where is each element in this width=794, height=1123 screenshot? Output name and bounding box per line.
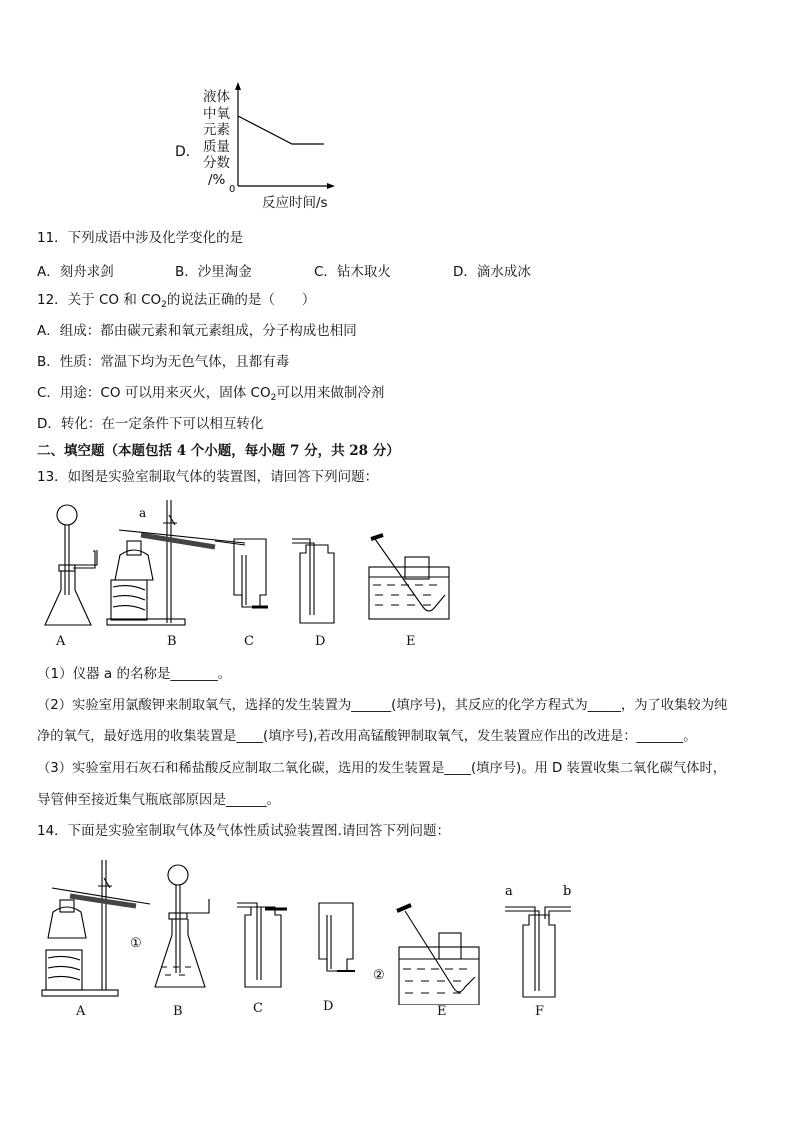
q14-label-e: E — [437, 1004, 447, 1019]
q13-part2-line1: （2）实验室用氯酸钾来制取氧气，选择的发生装置为______(填序号)，其反应的化学方程式为_____，为了收集较为纯 — [37, 698, 728, 713]
q12-option-d[interactable]: D．转化：在一定条件下可以相互转化 — [37, 416, 264, 432]
graph-ylabel — [203, 89, 233, 188]
q13-label-d: D — [315, 634, 326, 649]
q13-part1: （1）仪器 a 的名称是_______。 — [37, 666, 232, 682]
q11-option-a[interactable]: A．刻舟求剑 — [37, 264, 114, 280]
mark-1: ① — [130, 936, 142, 951]
apparatus-b — [107, 500, 245, 625]
q14-label-d: D — [323, 999, 334, 1014]
ylabel-line: /% — [208, 171, 226, 188]
port-b: b — [563, 884, 572, 899]
ylabel-line: 液体 — [203, 89, 230, 105]
q11-option-c[interactable]: C．钻木取火 — [314, 264, 391, 280]
section-title: 二、填空题（本题包括 4 个小题，每小题 7 分，共 28 分） — [37, 443, 400, 459]
tube-label-a: a — [139, 506, 147, 520]
q12-stem: 12．关于 CO 和 $CO_2$的说法正确的是（ ） — [37, 292, 316, 310]
graph-curve — [238, 116, 324, 144]
q14-apparatus-figure — [35, 855, 595, 1005]
q13-label-c: C — [244, 634, 254, 649]
graph-xlabel: 反应时间/s — [262, 195, 328, 211]
ylabel-line: 元素 — [203, 122, 230, 138]
apparatus-d — [292, 539, 334, 623]
apparatus-e — [369, 535, 449, 619]
q14-label-b: B — [173, 1004, 183, 1019]
q14-stem: 14．下面是实验室制取气体及气体性质试验装置图.请回答下列问题： — [37, 823, 450, 839]
q13-label-b: B — [167, 634, 177, 649]
apparatus-e — [373, 905, 479, 1005]
q12-option-a[interactable]: A．组成：都由碳元素和氧元素组成，分子构成也相同 — [37, 323, 357, 339]
apparatus-d — [319, 903, 355, 971]
q11-option-b[interactable]: B．沙里淘金 — [175, 264, 252, 280]
apparatus-a — [42, 860, 150, 996]
apparatus-c — [237, 903, 287, 987]
q13-apparatus-figure — [35, 495, 465, 630]
graph-axes — [230, 80, 340, 192]
apparatus-a — [45, 505, 97, 625]
q13-label-a: A — [56, 634, 66, 649]
graph-option-label: D． — [175, 144, 200, 160]
q11-stem: 11．下列成语中涉及化学变化的是 — [37, 230, 244, 246]
q14-label-f: F — [535, 1004, 545, 1019]
q14-label-a: A — [76, 1004, 86, 1019]
q11-option-d[interactable]: D．滴水成冰 — [453, 264, 531, 280]
q12-option-c[interactable]: C．用途：CO 可以用来灭火，固体 $CO_2$可以用来做制冷剂 — [37, 385, 385, 403]
ylabel-line: 中氧 — [203, 105, 230, 122]
q13-part2-line2: 净的氧气，最好选用的收集装置是____(填序号),若改用高锰酸钾制取氧气，发生装置应作出的改进是：_______。 — [37, 729, 697, 744]
q13-part3-line2: 导管伸至接近集气瓶底部原因是______。 — [37, 792, 280, 808]
mark-2: ② — [373, 968, 385, 983]
ylabel-line: 质量 — [203, 138, 230, 155]
q13-stem: 13．如图是实验室制取气体的装置图，请回答下列问题： — [37, 469, 379, 485]
apparatus-f — [505, 884, 571, 997]
apparatus-b — [130, 865, 209, 987]
graph-origin: 0 — [229, 184, 236, 195]
ylabel-line: 分数 — [203, 155, 230, 171]
q13-label-e: E — [406, 634, 416, 649]
port-a: a — [505, 884, 513, 899]
apparatus-c — [234, 539, 268, 607]
q14-label-c: C — [253, 1001, 263, 1016]
q13-part3-line1: （3）实验室用石灰石和稀盐酸反应制取二氧化碳，选用的发生装置是____(填序号)。用 D 装置收集二氧化碳气体时， — [37, 761, 727, 776]
q12-option-b[interactable]: B．性质：常温下均为无色气体，且都有毒 — [37, 354, 290, 370]
